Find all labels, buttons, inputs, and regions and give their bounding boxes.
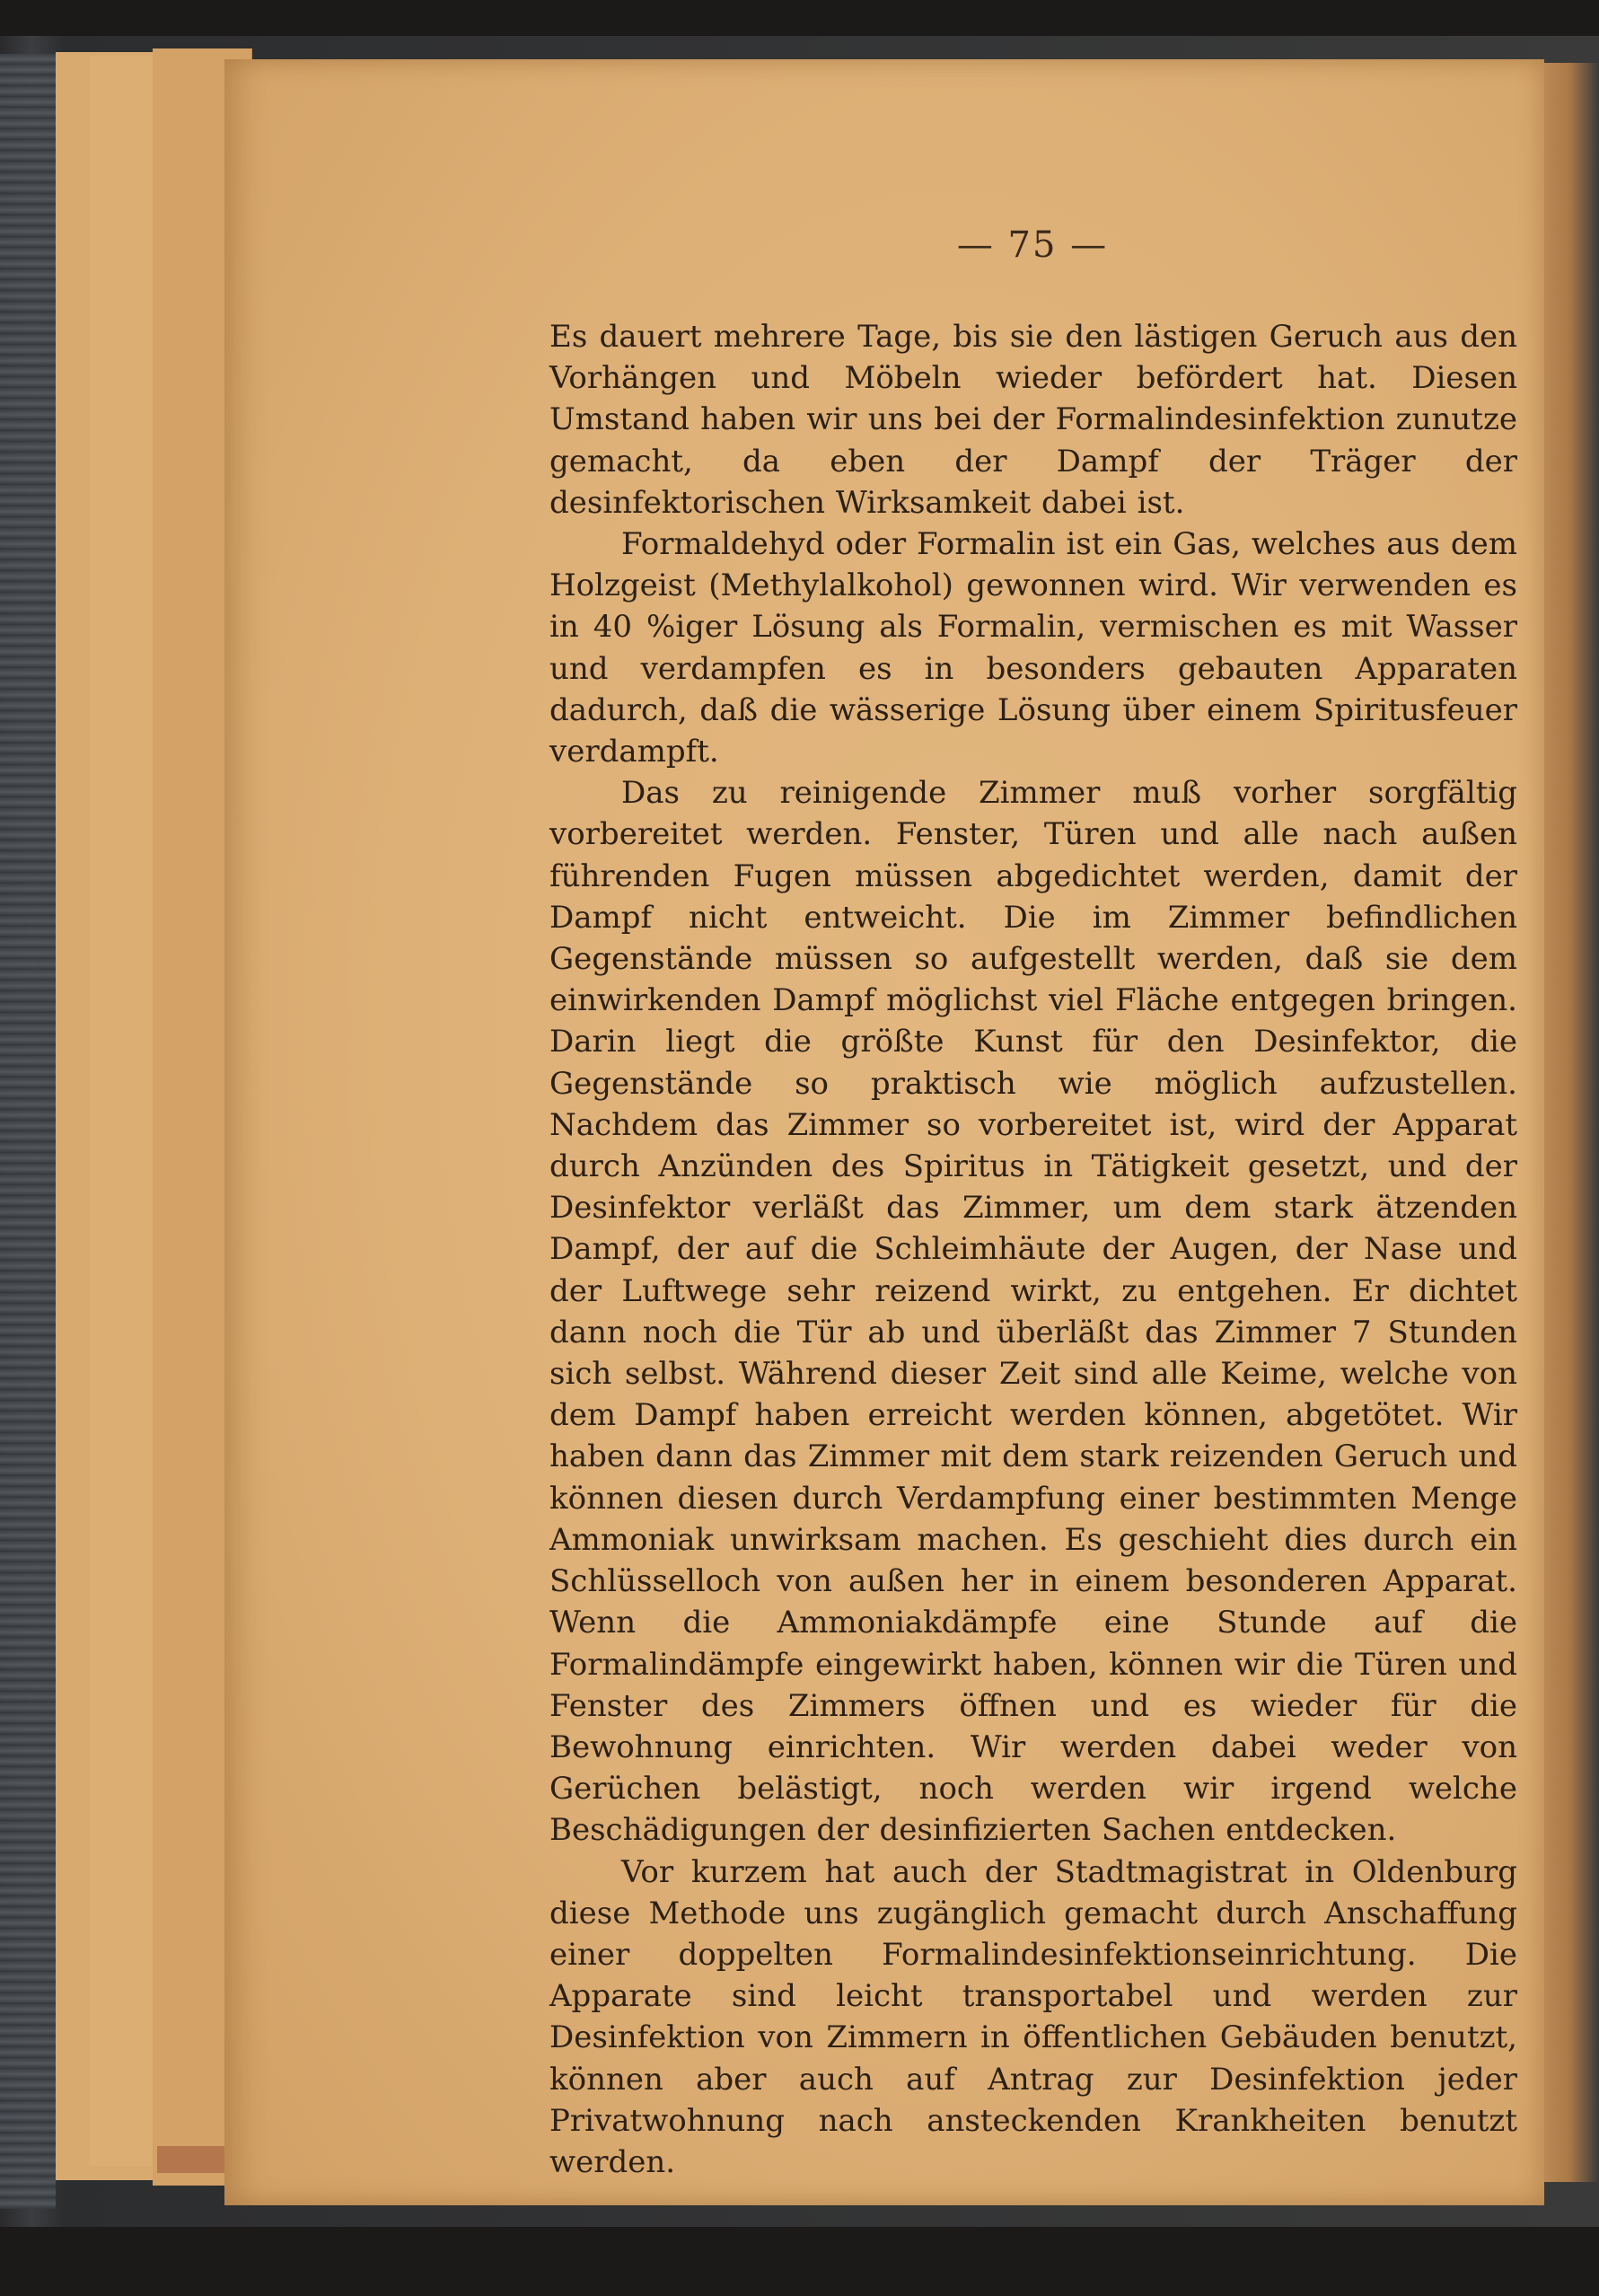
book-spine [0,54,56,2209]
paragraph: Vor kurzem hat auch der Stadtmagistrat in Oldenburg diese Methode uns zugänglich gemacht durch Anschaffung einer doppelten Formalindesinfektionseinrichtung. Die Apparate sind leicht transportabel und werden zur Desinfektion von Zimmern in öffentlichen Gebäuden benutzt, können aber auch auf Antrag zur Desinfektion jeder Privatwohnung nach ansteckenden Krankheiten benutzt werden. [549,1853,1517,2180]
paragraph: Es dauert mehrere Tage, bis sie den lästigen Geruch aus den Vorhängen und Möbeln wieder befördert hat. Diesen Umstand haben wir uns bei der Formalindesinfektion zunutze gemacht, da eben der Dampf der Träger der desinfektorischen Wirksamkeit dabei ist. [549,319,1517,521]
paragraph: Formaldehyd oder Formalin ist ein Gas, welches aus dem Holzgeist (Methylalkohol) gewonnen wird. Wir verwenden es in 40 %iger Lösung als Formalin, vermischen es mit Wasser und verdampfen es in besonders gebauten Apparaten dadurch, daß die wässerige Lösung über einem Spiritusfeuer verdampft. [549,526,1517,770]
body-text [549,316,1517,2183]
page-number: — 75 — [956,224,1109,266]
paragraph: Das zu reinigende Zimmer muß vorher sorgfältig vorbereitet werden. Fenster, Türen und alle nach außen führenden Fugen müssen abgedichtet werden, damit der Dampf nicht entweicht. Die im Zimmer befindlichen Gegenstände müssen so aufgestellt werden, daß sie dem einwirkenden Dampf möglichst viel Fläche entgegen bringen. Darin liegt die größte Kunst für den Desinfektor, die Gegenstände so praktisch wie möglich aufzustellen. Nachdem das Zimmer so vorbereitet ist, wird der Apparat durch Anzünden des Spiritus in Tätigkeit gesetzt, und der Desinfektor verläßt das Zimmer, um dem stark ätzenden Dampf, der auf die Schleimhäute der Augen, der Nase und der Luftwege sehr reizend wirkt, zu entgehen. Er dichtet dann noch die Tür ab und überläßt das Zimmer 7 Stunden sich selbst. Während dieser Zeit sind alle Keime, welche von dem Dampf haben erreicht werden können, abgetötet. Wir haben dann das Zimmer mit dem stark reizenden Geruch und können diesen durch Verdampfung einer bestimmten Menge Ammoniak unwirksam machen. Es geschieht dies durch ein Schlüsselloch von außen her in einem besonderen Apparat. Wenn die Ammoniakdämpfe eine Stunde auf die Formalindämpfe eingewirkt haben, können wir die Türen und Fenster des Zimmers öffnen und es wieder für die Bewohnung einrichten. Wir werden dabei weder von Gerüchen belästigt, noch werden wir irgend welche Beschädigungen der desinfizierten Sachen entdecken. [549,775,1517,1849]
